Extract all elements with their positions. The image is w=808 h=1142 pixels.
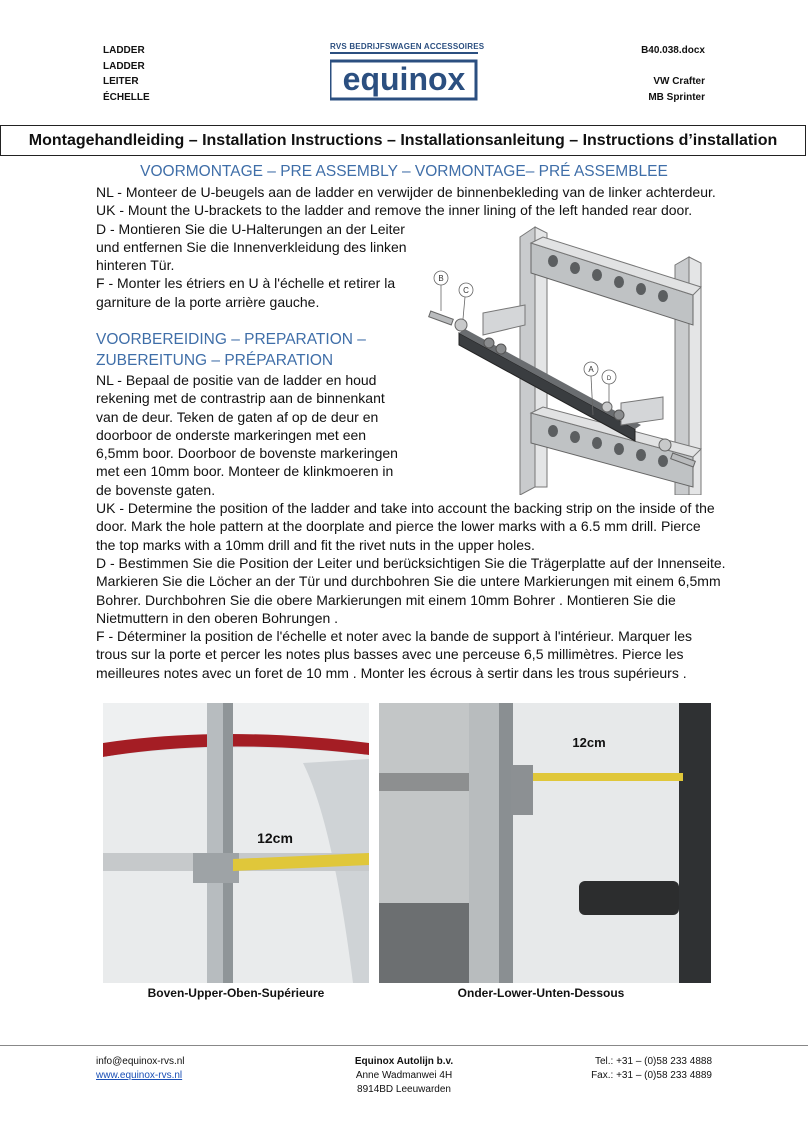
heading-line: ZUBEREITUNG – PRÉPARATION <box>96 352 334 369</box>
photo-lower-measurement <box>379 703 711 983</box>
instruction-de-line: hinteren Tür. <box>96 257 175 274</box>
product-name-fr: ÉCHELLE <box>103 91 150 103</box>
prep-uk-line: the top marks with a 10mm drill and fit the rivet nuts in the upper holes. <box>96 536 535 553</box>
prep-nl-line: NL - Bepaal de positie van de ladder en houd <box>96 372 377 388</box>
equinox-logo <box>330 58 478 102</box>
ladder-bracket-diagram <box>425 225 711 495</box>
page-title-text: Montagehandleiding – Installation Instructions – Installationsanleitung – Instructions d’installation <box>28 131 778 149</box>
vehicle-2: MB Sprinter <box>648 91 705 103</box>
photo-upper-image <box>103 703 369 983</box>
page-title <box>0 125 806 156</box>
instruction-fr-line: F - Monter les étriers en U à l'échelle et retirer la <box>96 275 396 292</box>
section-heading-preparation <box>96 329 366 371</box>
footer-website-link[interactable]: www.equinox-rvs.nl <box>96 1070 183 1081</box>
photo-upper-measurement <box>103 703 369 983</box>
photo-caption-upper: Boven-Upper-Oben-Supérieure <box>147 986 325 1000</box>
prep-nl-line: doorboor de onderste markeringen met een <box>96 426 367 443</box>
logo-word: equinox <box>342 61 466 97</box>
photo-lower-image <box>379 703 711 983</box>
prep-de-line: D - Bestimmen Sie die Position der Leiter und berücksichtigen Sie die Trägerplatte auf der Innenseite. <box>96 554 726 571</box>
footer-fax: Fax.: +31 – (0)58 233 4889 <box>591 1070 712 1081</box>
prep-nl-line: rekening met de contrastrip aan de binnenkant <box>96 390 385 407</box>
header-doc-info <box>641 43 705 105</box>
prep-fr-line: meilleures notes avec un foret de 10 mm . Monter les écrous à sertir dans les trous supérieurs . <box>96 664 687 681</box>
section-heading-pre-assembly: VOORMONTAGE – PRE ASSEMBLY – VORMONTAGE– PRÉ ASSEMBLEE <box>140 163 668 180</box>
callout-d: D <box>606 376 612 382</box>
footer-contact <box>96 1055 185 1083</box>
prep-nl-line: de bovenste gaten. <box>96 481 216 498</box>
heading-line: VOORBEREIDING – PREPARATION – <box>96 331 366 348</box>
prep-fr-line: F - Déterminer la position de l'échelle et noter avec la bande de support à l'intérieur. Marquer les <box>96 628 692 645</box>
prep-uk-line: UK - Determine the position of the ladder and take into account the backing strip on the inside of the <box>96 500 715 517</box>
logo-tagline: RVS BEDRIJFSWAGEN ACCESSOIRES <box>330 42 485 51</box>
footer-email: info@equinox-rvs.nl <box>96 1056 185 1067</box>
instruction-fr-line: garniture de la porte arrière gauche. <box>96 293 320 310</box>
doc-code: B40.038.docx <box>641 45 705 56</box>
header-product-names <box>103 43 150 105</box>
footer-company: Equinox Autolijn b.v. <box>354 1056 454 1067</box>
product-name-en: LADDER <box>103 60 145 72</box>
measurement-label-upper: 12cm <box>257 830 293 846</box>
instruction-uk: UK - Mount the U-brackets to the ladder and remove the inner lining of the left handed rear door. <box>96 202 693 219</box>
product-name-nl: LADDER <box>103 45 145 56</box>
instruction-de-line: D - Montieren Sie die U-Halterungen an der Leiter <box>96 220 405 237</box>
prep-fr-line: trous sur la porte et percer les notes plus basses avec une perceuse 6,5 millimètres. Pierce les <box>96 646 684 663</box>
footer-address <box>304 1055 504 1097</box>
footer-street: Anne Wadmanwei 4H <box>355 1070 453 1081</box>
callout-a: A <box>588 365 594 374</box>
footer-city: 8914BD Leeuwarden <box>357 1084 451 1095</box>
prep-de-line: Bohrer. Durchbohren Sie die obere Markierungen mit einem 10mm Bohrer . Montieren Sie die <box>96 591 676 608</box>
photo-caption-lower: Onder-Lower-Unten-Dessous <box>457 986 625 1000</box>
callout-b: B <box>438 274 444 283</box>
prep-nl-line: met een 10mm boor. Monteer de klinkmoeren in <box>96 463 394 480</box>
footer-phone <box>591 1055 712 1083</box>
vehicle-1: VW Crafter <box>653 76 705 87</box>
prep-de-line: Markieren Sie die Löcher an der Tür und durchbohren Sie die untere Markierungen mit einem 6,5mm <box>96 573 721 590</box>
footer-tel: Tel.: +31 – (0)58 233 4888 <box>594 1056 712 1067</box>
prep-uk-line: door. Mark the hole pattern at the doorplate and pierce the lower marks with a 6.5 mm drill. Pierce <box>96 518 701 535</box>
product-name-de: LEITER <box>103 76 139 87</box>
footer-divider <box>0 1045 808 1046</box>
prep-nl-line: van de deur. Teken de gaten af op de deur en <box>96 408 379 425</box>
measurement-label-lower: 12cm <box>572 735 606 750</box>
instruction-nl: NL - Monteer de U-beugels aan de ladder en verwijder de binnenbekleding van de linker achterdeur. <box>96 184 716 200</box>
prep-nl-line: 6,5mm boor. Doorboor de bovenste markeringen <box>96 445 398 462</box>
logo-divider <box>330 52 478 54</box>
instruction-de-line: und entfernen Sie die Innenverkleidung des linken <box>96 238 407 255</box>
prep-de-line: Nietmuttern in den oberen Bohrungen . <box>96 609 339 626</box>
callout-c: C <box>463 286 469 295</box>
